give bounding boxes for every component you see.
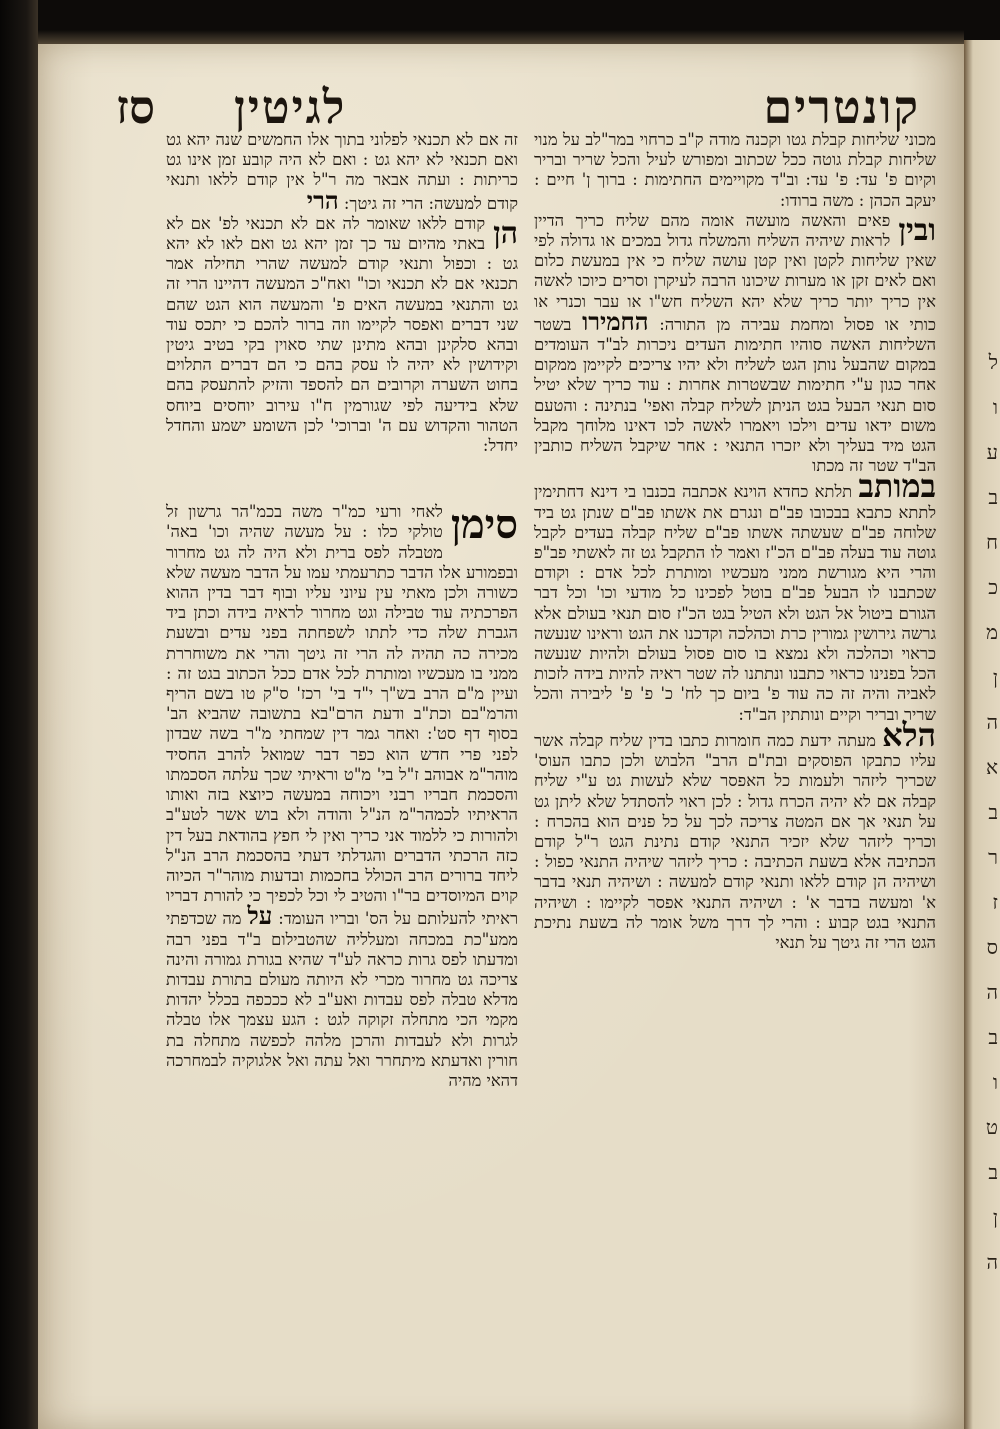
- paragraph-text: מה שכדפתי ממע"כת במכחה ומעלליה שהטבילום ב"ד בפני רבה ומדעתו לפס גרות כראה לע"ד שהיא בגורת גמורה והינה צריכה גט מחרור מכרי לא היותה מעולם בתורת עבדות מדלא טבלה לפס עבדות ואע"ב לא כככפה בכלל יהדות מקמי הכי מתחלה זקוקה לגט : הגע עצמך אלו טבלה לגרות ולא לעבדות והרכן מלהה לכפשה מתחלה בת חורין ואדעתא מיתחרר ואל עתה ואל אלגוקיה לבמחרכה דהאי מהיה: [166, 909, 518, 1090]
- facing-page-fragment: ב: [988, 800, 998, 824]
- section-gap: [166, 456, 518, 502]
- facing-page-fragment: ב: [988, 485, 998, 509]
- initial-word: הן: [493, 215, 518, 251]
- facing-page-fragment: ס: [986, 935, 998, 959]
- initial-word: סימן: [450, 501, 518, 549]
- facing-page-fragment: א: [985, 755, 998, 779]
- facing-page-fragment: ן: [992, 1205, 998, 1229]
- binding-edge: [0, 0, 38, 1429]
- facing-page-fragment: ה: [986, 710, 998, 734]
- emphasis-word: במותב: [858, 467, 936, 506]
- facing-page-fragment: ר: [988, 845, 998, 869]
- facing-page-fragment: ן: [992, 665, 998, 689]
- paragraph-text: תלתא כחדא הוינא אכתבה בכנבו בי דינא דחתימין לתתא כתבא בבכובו פב"ם ונגרם את אשתו פב"ם שנתן גט ביד שלוחה פב"ם שעשתה אשתו פב"ם שליח קבלה בעדים לקבל גוטה עוד בעלה פב"ם הכ"ז ואמר לו התקבל גט זה לאשתי פב"פ והרי היא מגורשת ממני מעכשיו ומותרת לכל אדם : וקודם שכתבנו לו הבעל פב"ם בוטל לפכינו כל מודעי וכו' וכל דבר הגורם ביטול אל הגט ולא הטיל בגט הכ"ז סום תנאי בעולם אלא גרשה גירושין גמורין כרת וכהלכה וקדכנו את הגט וראינו שנעשה כראוי וכהלכה ולא נמצא בו סום פסול בעולם ולהיות שנעשה הכל בפנינו כראוי כתבנו ונתתנו לה שטר ראיה להיות בידה לזכות לאביה והיה זה כה עוד פ' ביום כך לח' כ' פ' פ' ליבירה והכל שריר ובריר וקיים ונותתין הב"ד:: [534, 482, 936, 724]
- book-page: [38, 44, 964, 1429]
- facing-page-fragment: ו: [992, 1070, 998, 1094]
- facing-page-fragment: ל: [988, 350, 998, 374]
- paragraph: [166, 130, 518, 214]
- paragraph: [534, 467, 936, 724]
- facing-page-fragment: ב: [988, 1160, 998, 1184]
- paragraph-text: מעתה ידעת כמה חומרות כתבו בדין שליח קבלה אשר עליו כתבקו הפוסקים ובת"ם הרב" הלבוש ולכן כתבו העוס' שכריך ליזהר ולעמות כל האפסר שלא לעשות גט ע"י שליח קבלה אם לא יהיה הכרח גדול : לכן ראוי להסתדל שלא ליתן גט על תנאי אך אם המטה צריכה לכך על כל פנים הוא בהכרח : וכריך ליזהר שלא יזכיר התנאי קודם נתינת הגט ר"ל קודם הכתיבה אלא בשעת הכתיבה : כריך ליזהר שיהיה התנאי כפול : ושיהיה הן קודם ללאו ותנאי קודם למעשה : ושיהיה תנאי בדבר א' ומעשה בדבר א' : ושיהיה התנאי אפסר לקיימו : ושיהיה התנאי בגט קבוע : והרי לך דרך משל אומר לה בשעת נתיכת הגט הרי זה גיטך על תנאי: [534, 730, 936, 952]
- running-title-left: לגיטין: [234, 80, 347, 134]
- emphasis-word: החמירו: [582, 306, 649, 336]
- paragraph-text: זה אם לא תכנאי לפלוני בתוך אלו החמשים שנה יהא גט ואם תכנאי לא יהא גט : ואם לא היה קובע זמן אינו גט כריתות : ועתה אבאר מה ר"ל אין קודם ללאו ותנאי קודם למעשה: הרי זה גיטך:: [166, 130, 518, 213]
- paragraph: [166, 502, 518, 1091]
- facing-page-fragment: ז: [992, 890, 998, 914]
- facing-page-text: [968, 340, 998, 1285]
- paragraph-text: בשטר השליחות האשה סוהיו חתימות העדים ניכרות לב"ד העומדים במקום שהבעל נותן הגט לשליח ולא יהיו צריכים לקיימן ממקום אחר כגון ע"י חתימות שבשטרות אחרות : עוד כריך שלא יטיל סום תנאי הבעל בגט הניתן לשליח קבלה ואפי' בנתינה : והטעם משום ידאו עדים וילכו ויאמרו לאשה לכו דאינו מלוחך מקבל הגט מיד בעליך ולא יזכרו התנאי : אחר שיקבל השליח כותבין הב"ד שטר זה מכתו: [534, 314, 936, 476]
- facing-page-fragment: כ: [988, 575, 998, 599]
- paragraph-text: פאים והאשה מועשה אומה מהם שליח כריך הדיין לראות שיהיה השליח והמשלח גדול במכים או גדולה לפי שאין שליחות לקטן ואין קטן עושה שליח כי אין במעשת כלום ואם לאים זקן או מערות שיכונו הרבה לעיקרן וסרים כיוכו לאשה אין כריך יותר כריך שלא יהא השליח חש"ו או עבר וכנרי או כותי או פסול ומחמת עבירה מן התורה:: [534, 210, 936, 334]
- facing-page-edge: [964, 40, 1000, 1429]
- facing-page-fragment: ה: [986, 980, 998, 1004]
- emphasis-word: הלא: [882, 715, 936, 754]
- folio-number: סז: [116, 80, 155, 134]
- facing-page-fragment: מ: [986, 620, 998, 644]
- facing-page-fragment: ו: [992, 395, 998, 419]
- right-text-column: [534, 130, 936, 1380]
- emphasis-word: על: [247, 901, 273, 931]
- running-title-right: קונטרים: [763, 80, 920, 134]
- initial-word: ובין: [898, 212, 936, 248]
- facing-page-fragment: ח: [986, 530, 998, 554]
- paragraph: מכוני שליחות קבלת גטו וקכנה מודה ק"ב כרחוי במר"לב על מנוי שליחות קבלת גוטה ככל שכתוב ומפורש לעיל והכל שריר ובריר וקיום פ' עד: פ' עד: וב"ד מקויימים החתימות : ברוך ן' חיים : יעקב הכהן : משה ברודו:: [534, 130, 936, 210]
- facing-page-fragment: ע: [986, 440, 998, 464]
- facing-page-fragment: ב: [988, 1025, 998, 1049]
- facing-page-fragment: ט: [985, 1115, 998, 1139]
- paragraph: [166, 214, 518, 456]
- paragraph: [534, 211, 936, 477]
- emphasis-word: הרי: [306, 185, 339, 215]
- paragraph-text: לאחי ורעי כמ"ר משה בכמ"הר גרשון זל טולקי כלו : על מעשה שהיה וכו' באה' מטבלה לפס ברית ולא היה לה גט מחרור ובפמורע אלו הדבר כתרעמתי עמו על הדבר מעשה שלא כשורה ולכן מאתי עין עיוני עליו ובוף דבר בדין ההוא הפרכתיה עוד טבילה וגט מחרור לראיה בידה וכתן ביד הגברת שלה כדי לתתו לשפחתה בפני עדים ובשעת מכירה כה תהיה לה הרי זה גיטך והרי את משוחררת ממני בו מעכשיו ומותרת לכל אדם ככל הכתוב בגט זה : ועיין מ"ם הרב בש"ך י"ד בי' רכז' ס"ק טו בשם הריף והרמ"בם וכת"ב ודעת הרם"בא בתשובה שהביא הב' בסוף דף סט': ואחר גמר דין שמחתי מ"ר בשה שבדון לפני פרי חדש הוא כפר דבר שמואל להרב החסיד מוהר"מ אבוהב ז"ל בי' מ"ט וראיתי שכך עלתה הסכמתו והסכמת חבריו רבני ויכוחה במעשה כיוצא בזה ואותו הראיתיו לכמהר"מ הנ"ל והודה ולא בוש אשר לטע"ב ולהורות כי ללמוד אני כריך ואין לי חפץ בהודאת בעל דין כזה הרכתי הדברים והגדלתי דעתי בהסכמת הרב הנ"ל ליחד ברורים הרב הכולל בחכמות ובדעות מוהר"ר הכיוה קוים המיוסדים בר"ו והטיב לי וכל לכפיך כי להורת דבריו ראיתי להעלותם על הס' ובריו העומד:: [166, 502, 518, 929]
- facing-page-fragment: ה: [986, 1250, 998, 1274]
- paragraph-text: קודם ללאו שאומר לה אם לא תכנאי לפ' אם לא באתי מהיום עד כך זמן יהא גט ואם לאו לא יהא גט : וכפול ותנאי קודם למעשה שהרי תחילה אמר תכנאי אם לא תכנאי וכו" ואח"כ המעשה דהיינו הרי זה גט והתנאי במעשה האים פ' והמעשה הוא הגט שהם שני דברים ואפסר לקיימו וזה ברור להכם כי יתכס עוד ובהא סלקינן ובהא מתינן שתי סאוין בקי בטיב גיטין וקידושין לא יהיה לו עסק בהם כי הם דברים התלוים בחוט השערה וקרובים הם להספד והזיק להתעסק בהם שלא בידיעה לפי שגורמין ח"ו עירוב יוחסים ביוחס הטהור והקדוש עם ה' וברוכי' לכן השומע ישמע והחדל יחדל:: [166, 213, 518, 456]
- left-text-column: [166, 130, 518, 1380]
- paragraph: [534, 715, 936, 953]
